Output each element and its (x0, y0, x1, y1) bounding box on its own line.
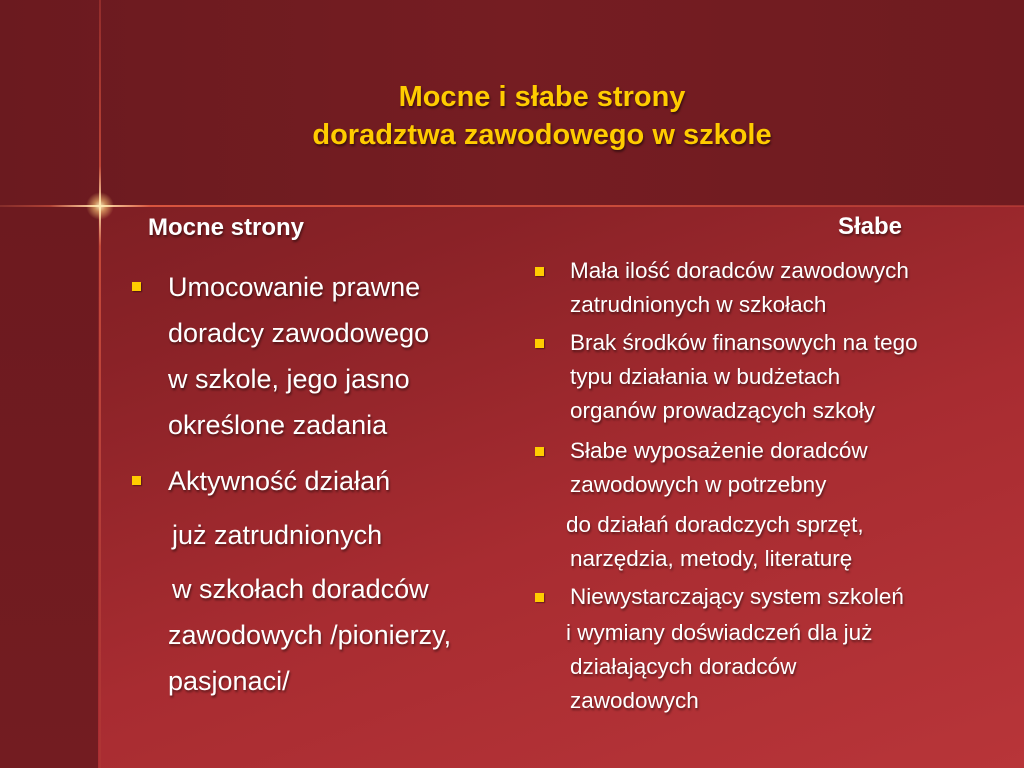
list-item: Mała ilość doradców zawodowych zatrudnionych w szkołach (532, 254, 1016, 322)
bullet-square-icon (132, 476, 141, 485)
weaknesses-list (532, 254, 1016, 718)
strengths-list (128, 264, 528, 704)
list-item-continuation: i wymiany doświadczeń dla już działających doradców zawodowych (566, 620, 873, 713)
bullet-square-icon (535, 447, 544, 456)
bullet-square-icon (132, 282, 141, 291)
list-item: Niewystarczający system szkoleń (532, 580, 1016, 614)
list-item: Aktywność działań (128, 458, 528, 504)
list-item: Słabe wyposażenie doradców zawodowych w potrzebny (532, 434, 1016, 502)
strengths-heading: Mocne strony (148, 214, 305, 241)
list-item-continuation: już zatrudnionych w szkołach doradców zawodowych /pionierzy, pasjonaci/ (168, 520, 452, 696)
list-item: Brak środków finansowych na tego typu działania w budżetach organów prowadzących szkoły (532, 326, 1016, 428)
title-line-2: doradztwa zawodowego w szkole (312, 119, 772, 151)
weaknesses-heading: Słabe (838, 213, 903, 240)
bullet-square-icon (535, 593, 544, 602)
list-item: Umocowanie prawne doradcy zawodowego w szkole, jego jasno określone zadania (128, 264, 528, 448)
bullet-square-icon (535, 339, 544, 348)
list-item-continuation: do działań doradczych sprzęt, narzędzia, metody, literaturę (566, 512, 864, 571)
horizontal-divider (0, 205, 1024, 207)
bullet-square-icon (535, 267, 544, 276)
slide-title (100, 78, 984, 154)
title-line-1: Mocne i słabe strony (398, 81, 686, 113)
left-margin-band (0, 206, 98, 768)
